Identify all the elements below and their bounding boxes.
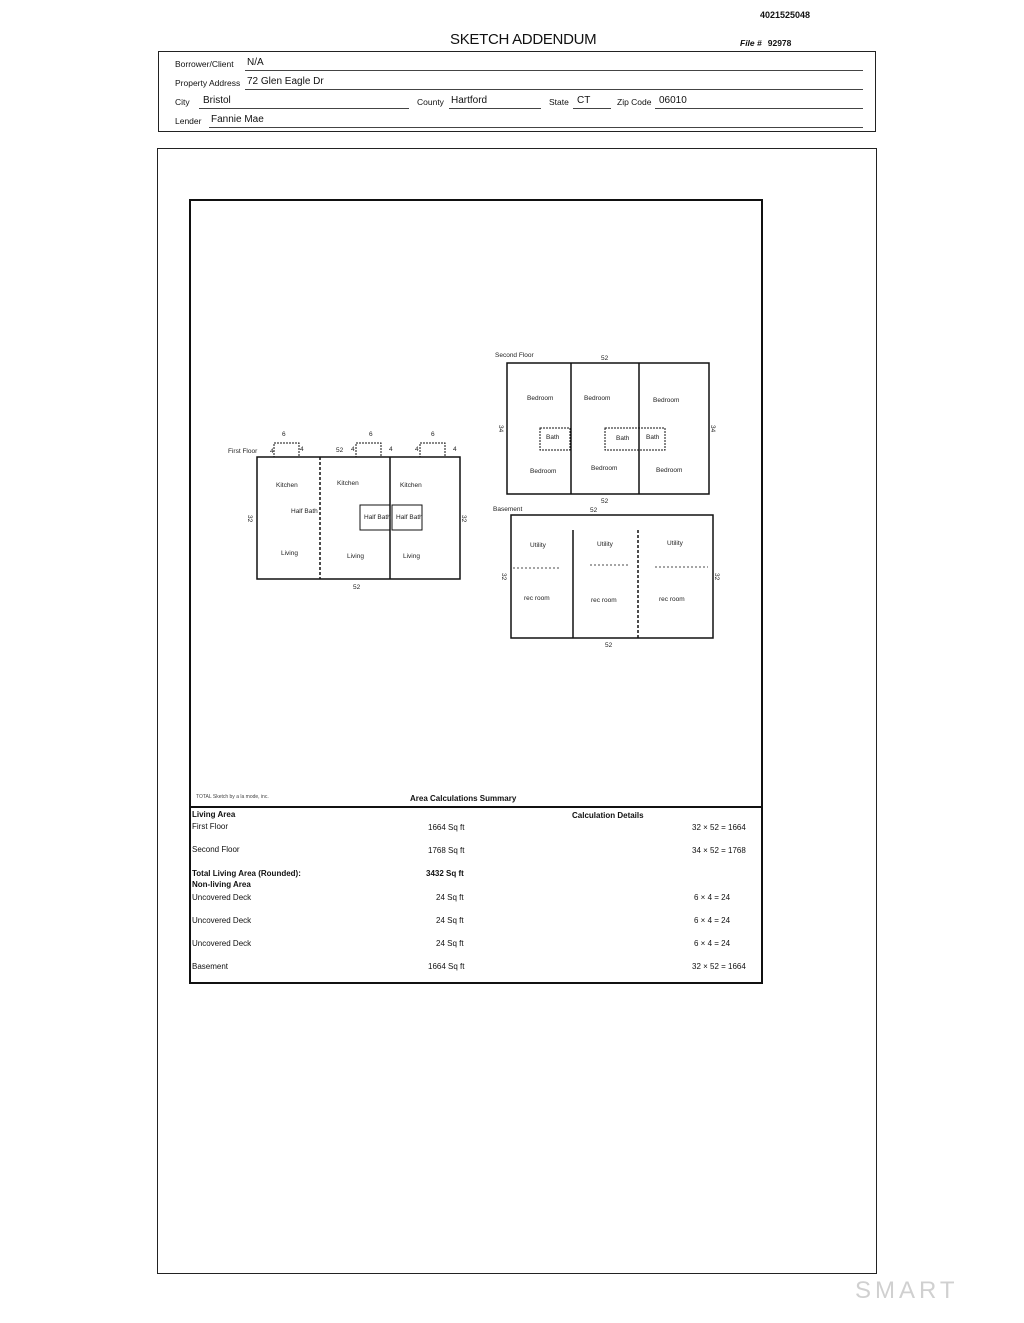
county-value: Hartford [451, 95, 488, 106]
room-living-2: Living [347, 553, 364, 560]
room-kitchen-2: Kitchen [337, 480, 359, 487]
dim-basement-right: 32 [713, 573, 720, 581]
room-rec-3: rec room [659, 596, 685, 603]
basement-row-calc: 32 × 52 = 1664 [692, 962, 746, 971]
calc-details-label: Calculation Details [572, 811, 644, 820]
dim-first-top: 52 [336, 447, 344, 454]
dim-basement-bottom: 52 [605, 642, 613, 649]
dim-second-top: 52 [601, 355, 609, 362]
row-second-floor-area: 1768 Sq ft [428, 846, 465, 855]
room-utility-1: Utility [530, 542, 546, 549]
county-label: County [417, 97, 444, 107]
room-half-bath-1: Half Bath [291, 508, 318, 515]
room-living-1: Living [281, 550, 298, 557]
room-utility-3: Utility [667, 540, 683, 547]
row-first-floor-area: 1664 Sq ft [428, 823, 465, 832]
total-living-value: 3432 Sq ft [426, 869, 464, 878]
room-bedroom-5: Bedroom [591, 465, 618, 472]
dim-basement-top: 52 [590, 507, 598, 514]
basement-label: Basement [493, 506, 523, 513]
lender-label: Lender [175, 116, 202, 126]
room-bedroom-2: Bedroom [584, 395, 611, 402]
document-id: 4021525048 [760, 10, 811, 20]
state-value: CT [577, 95, 591, 106]
basement-row-area: 1664 Sq ft [428, 962, 465, 971]
deck-row-1-name: Uncovered Deck [192, 893, 252, 902]
zip-label: Zip Code [617, 97, 652, 107]
row-first-floor-name: First Floor [192, 822, 228, 831]
dim-basement-left: 32 [500, 573, 507, 581]
room-rec-2: rec room [591, 597, 617, 604]
deck-row-1-area: 24 Sq ft [436, 893, 464, 902]
room-kitchen-3: Kitchen [400, 482, 422, 489]
area-summary-title: Area Calculations Summary [410, 794, 517, 803]
deck-row-3-area: 24 Sq ft [436, 939, 464, 948]
software-credit: TOTAL Sketch by a la mode, inc. [196, 794, 269, 800]
address-value: 72 Glen Eagle Dr [247, 76, 324, 87]
room-bedroom-4: Bedroom [530, 468, 557, 475]
room-bedroom-1: Bedroom [527, 395, 554, 402]
second-floor-label: Second Floor [495, 352, 534, 359]
dim-deck-w-2: 4 [300, 446, 304, 453]
dim-second-right: 34 [709, 425, 716, 433]
room-half-bath-2: Half Bath [364, 514, 391, 521]
dim-deck-w-3: 4 [351, 446, 355, 453]
deck-row-3-name: Uncovered Deck [192, 939, 252, 948]
address-label: Property Address [175, 78, 241, 88]
smart-watermark: SMART [855, 1277, 959, 1304]
area-summary-rule [189, 806, 763, 808]
deck-3 [420, 443, 445, 457]
row-first-floor-calc: 32 × 52 = 1664 [692, 823, 746, 832]
living-area-label: Living Area [192, 810, 236, 819]
file-label: File # [740, 38, 762, 48]
deck-1 [274, 443, 299, 457]
room-rec-1: rec room [524, 595, 550, 602]
dim-second-bottom: 52 [601, 498, 609, 505]
city-label: City [175, 97, 190, 107]
room-bath-3: Bath [646, 434, 660, 441]
deck-row-2-area: 24 Sq ft [436, 916, 464, 925]
dim-first-right: 32 [460, 515, 467, 523]
row-second-floor-calc: 34 × 52 = 1768 [692, 846, 746, 855]
dim-deck-w-4: 4 [389, 446, 393, 453]
zip-value: 06010 [659, 95, 687, 106]
dim-first-bottom: 52 [353, 584, 361, 591]
room-half-bath-3: Half Bath [396, 514, 423, 521]
city-value: Bristol [203, 95, 231, 106]
room-bath-1: Bath [546, 434, 560, 441]
lender-value: Fannie Mae [211, 114, 264, 125]
deck-2 [356, 443, 381, 457]
room-living-3: Living [403, 553, 420, 560]
non-living-label: Non-living Area [192, 880, 251, 889]
room-bedroom-6: Bedroom [656, 467, 683, 474]
state-label: State [549, 97, 569, 107]
page-title: SKETCH ADDENDUM [450, 31, 597, 48]
dim-deck-1: 6 [282, 431, 286, 438]
first-floor-label: First Floor [228, 448, 258, 455]
file-value: 92978 [767, 38, 792, 48]
dim-deck-w-6: 4 [453, 446, 457, 453]
room-bath-2: Bath [616, 435, 630, 442]
first-floor-outline [257, 457, 460, 579]
dim-deck-2: 6 [369, 431, 373, 438]
row-second-floor-name: Second Floor [192, 845, 240, 854]
room-utility-2: Utility [597, 541, 613, 548]
borrower-label: Borrower/Client [175, 59, 234, 69]
deck-row-3-calc: 6 × 4 = 24 [694, 939, 731, 948]
basement-outline [511, 515, 713, 638]
dim-first-left: 32 [246, 515, 253, 523]
deck-row-1-calc: 6 × 4 = 24 [694, 893, 731, 902]
basement-row-name: Basement [192, 962, 229, 971]
deck-row-2-name: Uncovered Deck [192, 916, 252, 925]
dim-deck-w-1: 4 [270, 448, 274, 455]
total-living-label: Total Living Area (Rounded): [192, 869, 301, 878]
borrower-value: N/A [247, 57, 264, 68]
dim-deck-3: 6 [431, 431, 435, 438]
dim-deck-w-5: 4 [415, 446, 419, 453]
room-bedroom-3: Bedroom [653, 397, 680, 404]
dim-second-left: 34 [497, 425, 504, 433]
deck-row-2-calc: 6 × 4 = 24 [694, 916, 731, 925]
room-kitchen-1: Kitchen [276, 482, 298, 489]
